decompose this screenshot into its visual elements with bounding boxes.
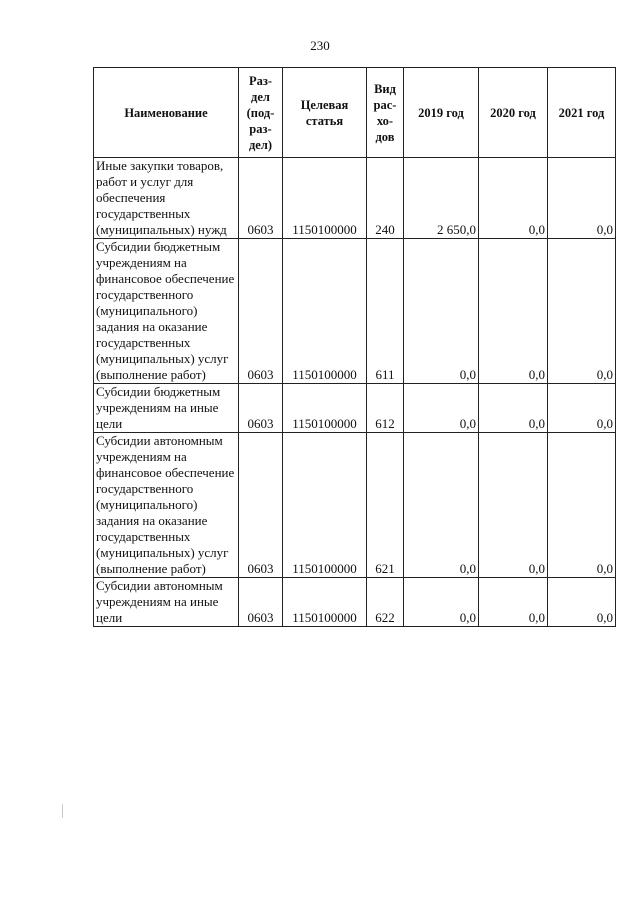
cell-section: 0603 [239,578,283,627]
table-row [94,158,616,239]
header-expense-text: Вид рас- хо- дов [373,81,397,144]
cell-section: 0603 [239,384,283,433]
header-2021: 2021 год [548,68,616,158]
cell-expense: 611 [367,239,404,384]
cell-name: Субсидии автономным учреждениям на иные цели [94,578,239,627]
cell-expense: 621 [367,433,404,578]
cell-2021: 0,0 [548,239,616,384]
cell-expense: 612 [367,384,404,433]
cell-section: 0603 [239,158,283,239]
cell-target: 1150100000 [283,578,367,627]
cell-section: 0603 [239,433,283,578]
cell-2020: 0,0 [479,239,548,384]
cell-target: 1150100000 [283,384,367,433]
scan-artifact [62,804,63,818]
table-body [94,158,616,627]
table-row [94,384,616,433]
cell-2020: 0,0 [479,158,548,239]
cell-2021: 0,0 [548,433,616,578]
header-section [239,68,283,158]
table-row [94,433,616,578]
cell-2019: 0,0 [404,578,479,627]
cell-name: Иные закупки товаров, работ и услуг для обеспечения государственных (муниципальных) нужд [94,158,239,239]
page-number: 230 [310,38,330,53]
cell-2019: 0,0 [404,433,479,578]
cell-2019: 0,0 [404,384,479,433]
cell-name: Субсидии бюджетным учреждениям на финансовое обеспечение государственного (муниципального) задания на оказание государственных (муниципальных) услуг (выполнение работ) [94,239,239,384]
cell-2021: 0,0 [548,158,616,239]
header-expense [367,68,404,158]
cell-target: 1150100000 [283,433,367,578]
cell-2021: 0,0 [548,384,616,433]
cell-2021: 0,0 [548,578,616,627]
header-target [283,68,367,158]
budget-table [93,67,616,627]
cell-2020: 0,0 [479,578,548,627]
table-row [94,239,616,384]
header-2019: 2019 год [404,68,479,158]
cell-name: Субсидии автономным учреждениям на финансовое обеспечение государственного (муниципального) задания на оказание государственных (муниципальных) услуг (выполнение работ) [94,433,239,578]
cell-target: 1150100000 [283,158,367,239]
cell-2020: 0,0 [479,384,548,433]
table-row [94,578,616,627]
cell-section: 0603 [239,239,283,384]
header-2020: 2020 год [479,68,548,158]
cell-2020: 0,0 [479,433,548,578]
cell-2019: 0,0 [404,239,479,384]
cell-2019: 2 650,0 [404,158,479,239]
header-name: Наименование [94,68,239,158]
cell-name: Субсидии бюджетным учреждениям на иные цели [94,384,239,433]
cell-expense: 622 [367,578,404,627]
header-target-text: Целевая статья [300,97,349,128]
cell-expense: 240 [367,158,404,239]
header-row [94,68,616,158]
header-section-text: Раз- дел (под- раз- дел) [246,73,275,152]
cell-target: 1150100000 [283,239,367,384]
